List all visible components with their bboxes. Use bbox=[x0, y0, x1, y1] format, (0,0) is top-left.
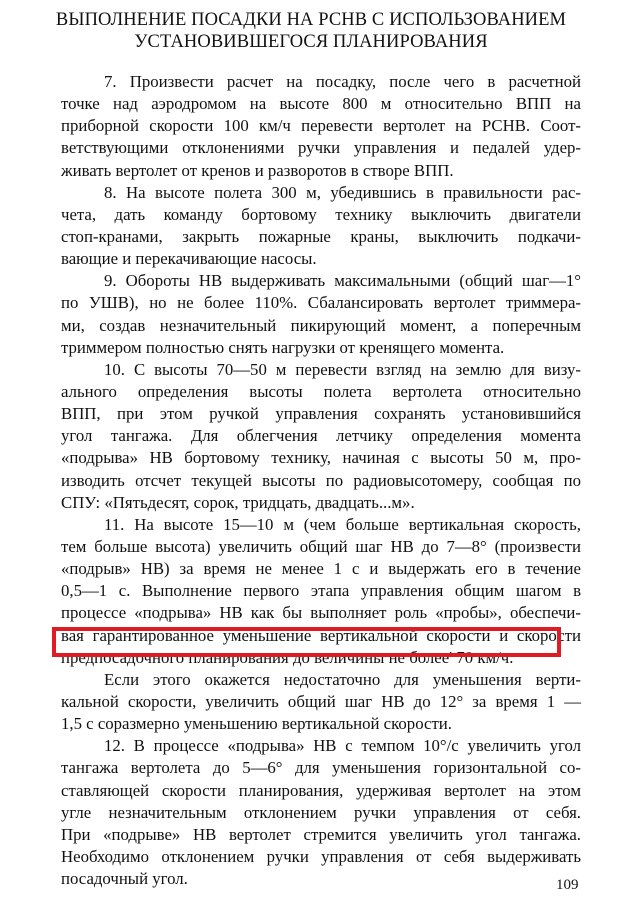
text-line: приборной скорости 100 км/ч перевести вертолет на РСНВ. Соот- bbox=[61, 116, 581, 136]
text-line: по УШВ), но не более 110%. Сбалансировать вертолет триммера- bbox=[61, 293, 581, 313]
text-line: процессе «подрыва» НВ как бы выполняет роль «пробы», обеспечи- bbox=[61, 603, 581, 623]
text-line: 8. На высоте полета 300 м, убедившись в правильности рас- bbox=[104, 182, 581, 202]
text-line: 11. На высоте 15—10 м (чем больше вертикальная скорость, bbox=[104, 514, 581, 534]
text-line: угол тангажа. Для облегчения летчику определения момента bbox=[61, 426, 581, 446]
text-line: тем больше высота) увеличить общий шаг НВ до 7—8° (произвести bbox=[61, 536, 581, 556]
text-line: чета, дать команду бортовому технику выключить двигатели bbox=[61, 204, 581, 224]
text-line: «подрыв» НВ) за время не менее 1 с и выдержать его в течение bbox=[61, 559, 581, 579]
text-line: При «подрыве» НВ вертолет стремится увеличить угол тангажа. bbox=[61, 824, 581, 844]
text-line: посадочный угол. bbox=[61, 869, 188, 889]
text-line: ального определения высоты полета вертолета относительно bbox=[61, 381, 581, 401]
text-line: СПУ: «Пятьдесят, сорок, тридцать, двадцать...м». bbox=[61, 492, 415, 512]
text-line: ставляющей скорости планирования, удерживая вертолет на этом bbox=[61, 780, 581, 800]
text-line: ми, создав незначительный пикирующий момент, а поперечным bbox=[61, 315, 581, 335]
page-title-line-1: ВЫПОЛНЕНИЕ ПОСАДКИ НА РСНВ С ИСПОЛЬЗОВАНИЕМ bbox=[55, 10, 567, 30]
text-line: Если этого окажется недостаточно для уменьшения верти- bbox=[104, 669, 581, 689]
highlighted-text-line: предпосадочного планирования до величины не более' 70 км/ч. bbox=[61, 647, 514, 667]
text-line: «подрыва» НВ бортовому технику, начиная с высоты 50 м, про- bbox=[61, 448, 581, 468]
text-line: стоп-кранами, закрыть пожарные краны, выключить подкачи- bbox=[61, 226, 581, 246]
page-number: 109 bbox=[556, 877, 579, 893]
text-line: 9. Обороты НВ выдерживать максимальными (общий шаг—1° bbox=[104, 271, 581, 291]
text-line: 12. В процессе «подрыва» НВ с темпом 10°/с увеличить угол bbox=[104, 736, 581, 756]
text-line: 10. С высоты 70—50 м перевести взгляд на землю для визу- bbox=[104, 359, 581, 379]
text-line: Необходимо отклонением ручки управления от себя выдерживать bbox=[61, 846, 581, 866]
page-title-line-2: УСТАНОВИВШЕГОСЯ ПЛАНИРОВАНИЯ bbox=[134, 32, 488, 52]
text-line: ВПП, при этом ручкой управления сохранять установившийся bbox=[61, 404, 581, 424]
text-line: 1,5 с соразмерно уменьшению вертикальной скорости. bbox=[61, 714, 452, 734]
text-line: кальной скорости, увеличить общий шаг НВ до 12° за время 1 — bbox=[61, 691, 581, 711]
text-line: угле незначительным отклонением ручки управления от себя. bbox=[61, 802, 581, 822]
text-line: триммером полностью снять нагрузки от кренящего момента. bbox=[61, 337, 505, 357]
text-line: живать вертолет от кренов и разворотов в створе ВПП. bbox=[61, 160, 454, 180]
text-line: точке над аэродромом на высоте 800 м относительно ВПП на bbox=[61, 94, 581, 114]
text-line: ветствующими отклонениями ручки управления и педалей удер- bbox=[61, 138, 581, 158]
text-line: вая гарантированное уменьшение вертикальной скорости и скорости bbox=[61, 625, 581, 645]
text-line: 0,5—1 с. Выполнение первого этапа управления общим шагом в bbox=[61, 581, 581, 601]
document-body bbox=[61, 71, 581, 890]
text-line: 7. Произвести расчет на посадку, после чего в расчетной bbox=[104, 72, 581, 91]
text-line: изводить отсчет текущей высоты по радиовысотомеру, сообщая по bbox=[61, 470, 581, 490]
text-line: тангажа вертолета до 5—6° для уменьшения горизонтальной со- bbox=[61, 758, 581, 778]
text-line: вающие и перекачивающие насосы. bbox=[61, 249, 317, 269]
